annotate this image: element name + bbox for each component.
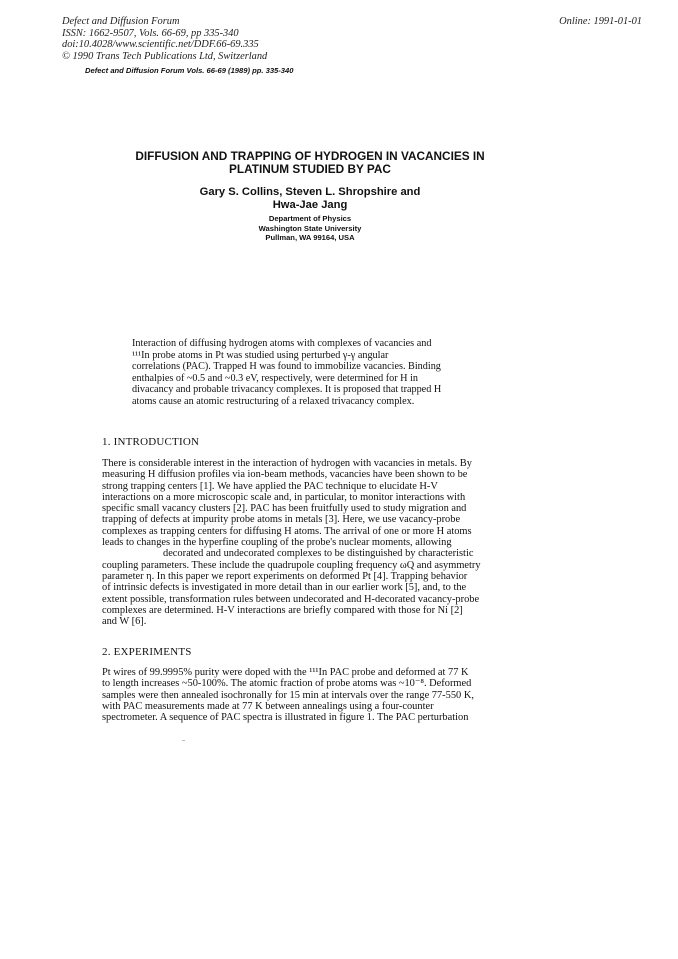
citation-line: Defect and Diffusion Forum — [62, 16, 180, 27]
section-heading-experiments: 2. EXPERIMENTS — [102, 646, 192, 658]
section-body-introduction — [102, 458, 532, 627]
abstract-line: ¹¹¹In probe atoms in Pt was studied using perturbed γ-γ angular — [132, 349, 389, 361]
body-line: interactions on a more microscopic scale and, in particular, to monitor interactions with — [102, 491, 466, 503]
body-line: There is considerable interest in the interaction of hydrogen with vacancies in metals. By — [102, 458, 472, 469]
author-list — [160, 186, 460, 211]
body-line: specific small vacancy clusters [2]. PAC has been fruitfully used to study migration and — [102, 503, 467, 515]
abstract-line: atoms cause an atomic restructuring of a relaxed trivacancy complex. — [132, 395, 415, 407]
body-line: and W [6]. — [102, 616, 147, 628]
abstract — [132, 338, 502, 407]
body-line: samples were then annealed isochronally for 15 min at intervals over the range 77-550 K, — [102, 689, 474, 701]
title-line: PLATINUM STUDIED BY PAC — [229, 161, 391, 176]
body-line: extent possible, transformation rules between undecorated and H-decorated vacancy-probe — [102, 593, 480, 605]
body-line: measuring H diffusion profiles via ion-beam methods, vacancies have been shown to be — [102, 469, 468, 481]
citation-block — [62, 16, 267, 62]
author-line: Hwa-Jae Jang — [272, 198, 348, 211]
scan-speck — [182, 740, 185, 741]
affiliation — [200, 214, 420, 243]
body-line: strong trapping centers [1]. We have applied the PAC technique to elucidate H-V — [102, 480, 438, 492]
body-line: complexes are determined. H-V interactions are briefly compared with those for Ni [2] — [102, 604, 463, 616]
body-line: coupling parameters. These include the quadrupole coupling frequency ωQ and asymmetry — [102, 559, 481, 571]
body-line: trapping of defects at impurity probe atoms in metals [3]. Here, we use vacancy-probe — [102, 514, 461, 526]
body-line: to length increases ~50-100%. The atomic fraction of probe atoms was ~10⁻⁸. Deformed — [102, 678, 472, 690]
affiliation-line: Department of Physics — [268, 214, 352, 223]
body-line: leads to changes in the hyperfine coupling of the probe's nuclear moments, allowing — [102, 537, 452, 549]
author-line: Gary S. Collins, Steven L. Shropshire and — [199, 186, 421, 198]
body-line: complexes as trapping centers for diffusing H atoms. The arrival of one or more H atoms — [102, 525, 472, 537]
section-body-experiments — [102, 667, 532, 723]
abstract-line: Interaction of diffusing hydrogen atoms with complexes of vacancies and — [132, 338, 432, 349]
body-line: decorated and undecorated complexes to be distinguished by characteristic — [163, 548, 474, 560]
title-line: DIFFUSION AND TRAPPING OF HYDROGEN IN VACANCIES IN — [135, 149, 485, 163]
citation-line: © 1990 Trans Tech Publications Ltd, Switzerland — [62, 50, 268, 62]
body-line: Pt wires of 99.9995% purity were doped with the ¹¹¹In PAC probe and deformed at 77 K — [102, 667, 469, 678]
journal-line: Defect and Diffusion Forum Vols. 66-69 (1989) pp. 335-340 — [85, 66, 294, 75]
citation-line: doi:10.4028/www.scientific.net/DDF.66-69.335 — [62, 39, 259, 51]
body-line: spectrometer. A sequence of PAC spectra is illustrated in figure 1. The PAC perturbation — [102, 712, 469, 724]
body-line: with PAC measurements made at 77 K between annealings using a four-counter — [102, 700, 434, 712]
abstract-line: correlations (PAC). Trapped H was found to immobilize vacancies. Binding — [132, 361, 441, 372]
affiliation-line: Washington State University — [258, 223, 362, 233]
abstract-line: enthalpies of ~0.5 and ~0.3 eV, respectively, were determined for H in — [132, 372, 418, 384]
citation-line: ISSN: 1662-9507, Vols. 66-69, pp 335-340 — [62, 27, 239, 39]
abstract-line: divacancy and probable trivacancy complexes. It is proposed that trapped H — [132, 384, 442, 395]
body-line: parameter η. In this paper we report experiments on deformed Pt [4]. Trapping behavior — [102, 570, 468, 582]
paper-title — [100, 150, 520, 176]
affiliation-line: Pullman, WA 99164, USA — [265, 233, 355, 242]
section-heading-introduction: 1. INTRODUCTION — [102, 436, 200, 448]
online-date: Online: 1991-01-01 — [559, 16, 642, 27]
body-line: of intrinsic defects is investigated in more detail than in our earlier work [5], and, to the — [102, 582, 467, 594]
